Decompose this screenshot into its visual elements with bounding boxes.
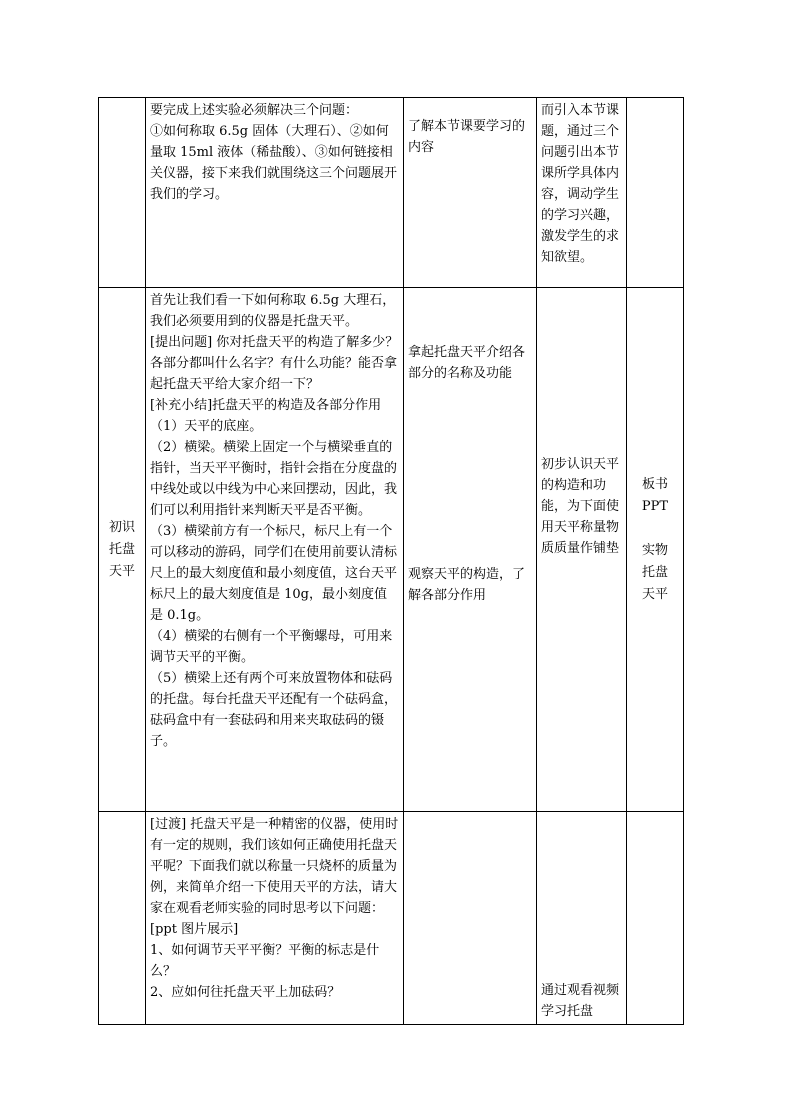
paragraph: 通过观看视频学习托盘 bbox=[541, 983, 620, 1019]
lesson-plan-table bbox=[98, 97, 684, 1025]
paragraph: 1、如何调节天平平衡？平衡的标志是什么？ bbox=[150, 943, 380, 979]
stage-cell bbox=[99, 288, 146, 812]
paragraph: 2、应如何往托盘天平上加砝码？ bbox=[150, 985, 341, 1000]
paragraph: [ppt 图片展示] bbox=[150, 922, 239, 937]
paragraph: （3）横梁前方有一个标尺，标尺上有一个可以移动的游码，同学们在使用前要认清标尺上的最大刻度值和最小刻度值，这台天平标尺上的最大刻度值是 10g，最小刻度值是 0.1g。 bbox=[150, 524, 398, 623]
media-label: PPT bbox=[641, 499, 669, 514]
media-label: 实物 bbox=[641, 543, 668, 558]
media-label: 托盘 bbox=[641, 565, 668, 580]
media-cell bbox=[627, 98, 684, 288]
paragraph: 初步认识天平的构造和功能，为下面使用天平称量物质质量作铺垫 bbox=[541, 457, 620, 556]
student-activity-cell bbox=[404, 812, 537, 1025]
stage-cell bbox=[99, 98, 146, 288]
paragraph: 了解本节课要学习的内容 bbox=[408, 119, 526, 155]
table-row bbox=[99, 288, 684, 812]
paragraph: 拿起托盘天平介绍各部分的名称及功能 bbox=[408, 345, 526, 381]
media-spacer bbox=[631, 518, 679, 540]
student-activity-cell bbox=[404, 288, 537, 812]
media-label: 板书 bbox=[641, 477, 668, 492]
table-row bbox=[99, 98, 684, 288]
design-intent-cell bbox=[537, 812, 627, 1025]
stage-cell bbox=[99, 812, 146, 1025]
design-intent-cell bbox=[537, 98, 627, 288]
paragraph: （4）横梁的右侧有一个平衡螺母，可用来调节天平的平衡。 bbox=[150, 629, 393, 665]
paragraph: （2）横梁。横梁上固定一个与横梁垂直的指针，当天平平衡时，指针会指在分度盘的中线处或以中线为中心来回摆动，因此，我们可以利用指针来判断天平是否平衡。 bbox=[150, 440, 398, 518]
table-row bbox=[99, 812, 684, 1025]
media-label: 天平 bbox=[641, 587, 668, 602]
stage-label: 初识 bbox=[108, 519, 135, 535]
student-activity-cell bbox=[404, 98, 537, 288]
content-cell bbox=[146, 812, 404, 1025]
paragraph: ①如何称取 6.5g 固体（大理石）、②如何量取 15ml 液体（稀盐酸）、③如何链接相关仪器，接下来我们就围绕这三个问题展开我们的学习。 bbox=[150, 124, 398, 202]
paragraph: 要完成上述实验必须解决三个问题： bbox=[150, 103, 359, 118]
media-cell bbox=[627, 812, 684, 1025]
paragraph: [提出问题] 你对托盘天平的构造了解多少？各部分都叫什么名字？有什么功能？能否拿起托盘天平给大家介绍一下？ bbox=[150, 335, 399, 392]
stage-label: 托盘 bbox=[108, 541, 135, 557]
content-cell bbox=[146, 288, 404, 812]
stage-label: 天平 bbox=[108, 563, 135, 579]
media-cell bbox=[627, 288, 684, 812]
design-intent-cell bbox=[537, 288, 627, 812]
paragraph: 首先让我们看一下如何称取 6.5g 大理石，我们必须要用到的仪器是托盘天平。 bbox=[150, 293, 396, 329]
paragraph: [补充小结]托盘天平的构造及各部分作用 bbox=[150, 398, 382, 413]
paragraph: 而引入本节课题，通过三个问题引出本节课所学具体内容，调动学生的学习兴趣，激发学生的求知欲望。 bbox=[541, 103, 620, 265]
content-cell bbox=[146, 98, 404, 288]
paragraph: 观察天平的构造，了解各部分作用 bbox=[408, 567, 526, 603]
paragraph: [过渡] 托盘天平是一种精密的仪器，使用时有一定的规则，我们该如何正确使用托盘天平呢？下面我们就以称量一只烧杯的质量为例，来简单介绍一下使用天平的方法，请大家在观看老师实验的同时思考以下问题： bbox=[150, 817, 399, 916]
paragraph: （5）横梁上还有两个可来放置物体和砝码的托盘。每台托盘天平还配有一个砝码盒，砝码盒中有一套砝码和用来夹取砝码的镊子。 bbox=[150, 671, 398, 749]
paragraph: （1）天平的底座。 bbox=[150, 419, 263, 434]
